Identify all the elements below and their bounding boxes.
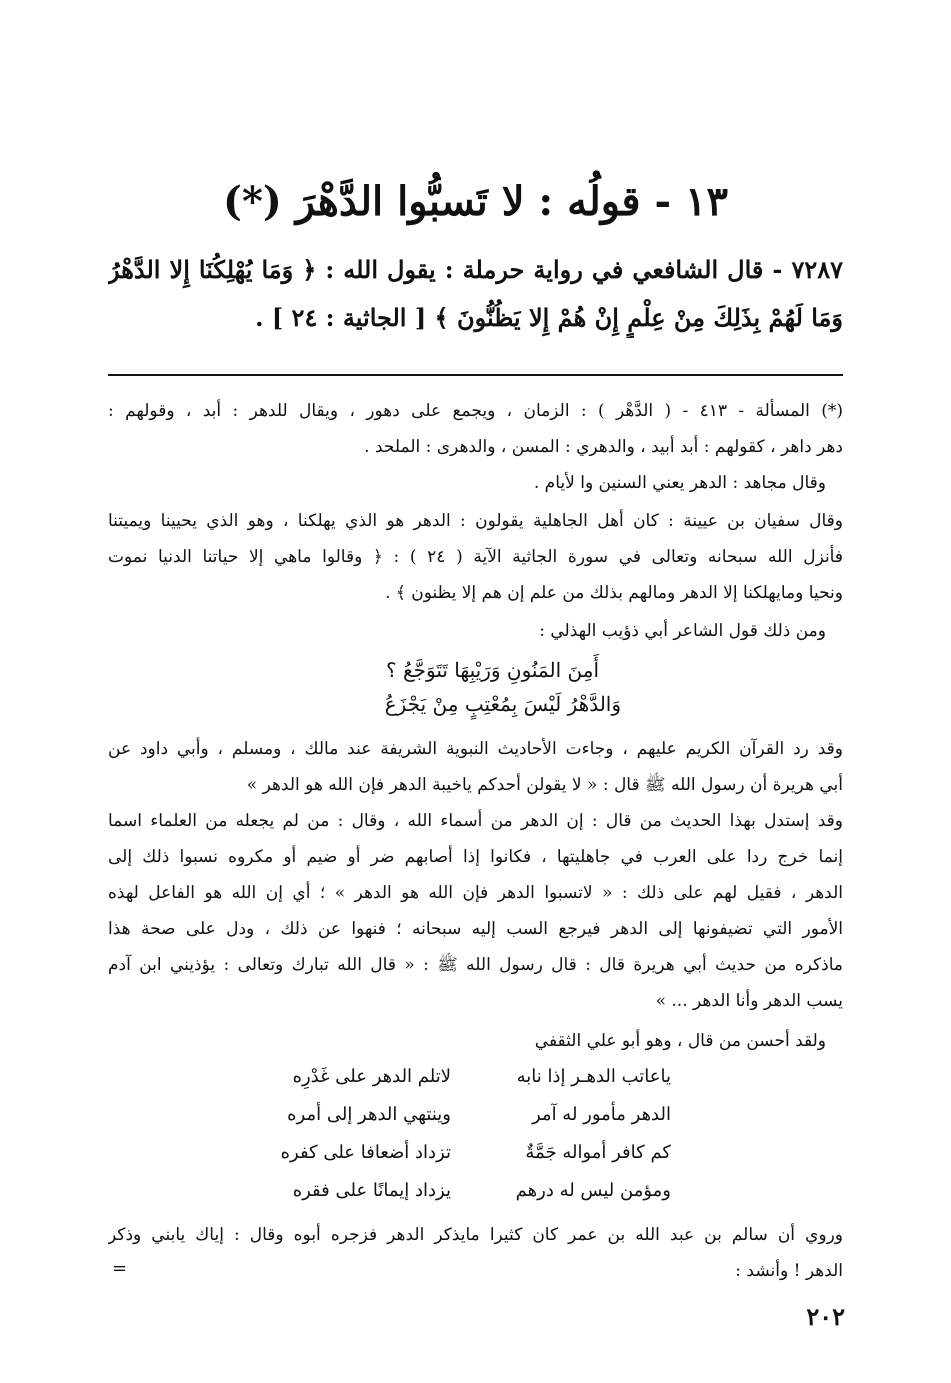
footnote-line: الدهر ! وأنشد :	[735, 1261, 843, 1281]
poem-second-hemistich: وينتهي الدهر إلى أمره	[287, 1104, 451, 1125]
poem-second-hemistich: تزداد أضعافا على كفره	[280, 1142, 451, 1163]
footnote-line: ومن ذلك قول الشاعر أبي ذؤيب الهذلي :	[539, 621, 826, 641]
poem-second-hemistich: لاتلم الدهر على غَدْرِه	[292, 1066, 451, 1087]
footnote-line: وقال سفيان بن عيينة : كان أهل الجاهلية يقولون : الدهر هو الذي يهلكنا ، وهو الذي يحيينا ويميتنا	[108, 511, 843, 531]
verse-line: أَمِنَ المَنُونِ وَرَيْبِهَا تَتَوَجَّعُ ؟	[386, 658, 599, 682]
footnote-line: فأنزل الله سبحانه وتعالى في سورة الجاثية الآية ( ٢٤ ) : ﴿ وقالوا ماهي إلا حياتنا الدنيا نموت	[108, 547, 843, 567]
footnote-line: إنما خرج ردا على العرب في جاهليتها ، فكانوا إذا أصابهم ضر أو ضيم أو مكروه نسبوا ذلك إلى	[108, 847, 843, 867]
footnote-line: ولقد أحسن من قال ، وهو أبو علي الثقفي	[534, 1031, 826, 1051]
footnote-line: دهر داهر ، كقولهم : أبد أبيد ، والدهري : المسن ، والدهرى : الملحد .	[364, 437, 843, 457]
footnote-separator	[108, 374, 843, 376]
footnote-line: ماذكره من حديث أبي هريرة قال : قال رسول الله ﷺ : « قال الله تبارك وتعالى : يؤذيني ابن آدم	[108, 955, 843, 975]
footnote-line: وقد رد القرآن الكريم عليهم ، وجاءت الأحاديث النبوية الشريفة عند مالك ، ومسلم ، وأبي داود عن	[108, 739, 843, 759]
poem-first-hemistich: الدهر مأمور له آمر	[532, 1104, 671, 1125]
footnote-line: الدهر ، فقيل لهم على ذلك : « لاتسبوا الدهر فإن الله هو الدهر » ؛ أي إن الله هو الفاعل لهذه	[108, 883, 843, 903]
footnote-line: وروي أن سالم بن عبد الله بن عمر كان كثيرا مايذكر الدهر فزجره أبوه وقال : إياك يابني وذكر	[108, 1225, 843, 1245]
page-number: ٢٠٢	[806, 1302, 845, 1331]
poem-first-hemistich: ياعاتب الدهـر إذا نابه	[516, 1066, 671, 1087]
footnote-line: الأمور التي تضيفونها إلى الدهر فيرجع السب إليه سبحانه ؛ فنهوا عن ذلك ، ودل على صحة هذا	[108, 919, 843, 939]
footnote-line: يسب الدهر وأنا الدهر ... »	[655, 991, 843, 1011]
poem-first-hemistich: كم كافر أمواله جَمَّةٌ	[525, 1142, 671, 1163]
chapter-title: ١٣ - قولُه : لا تَسبُّوا الدَّهْرَ (*)	[223, 178, 728, 225]
poem-second-hemistich: يزداد إيمانًا على فقره	[292, 1180, 451, 1201]
footnote-line: أبي هريرة أن رسول الله ﷺ قال : « لا يقولن أحدكم ياخيبة الدهر فإن الله هو الدهر »	[246, 775, 843, 795]
footnote-line: (*) المسألة - ٤١٣ - ( الدَّهْر ) : الزمان ، ويجمع على دهور ، ويقال للدهر : أبد ، وقولهم :	[108, 401, 843, 421]
footnote-line: وقد إستدل بهذا الحديث من قال : إن الدهر من أسماء الله ، وقال : من لم يجعله من العلماء اسما	[108, 811, 843, 831]
footnote-line: ونحيا ومايهلكنا إلا الدهر ومالهم بذلك من علم إن هم إلا يظنون ﴾ .	[385, 583, 843, 603]
poem-first-hemistich: ومؤمن ليس له درهم	[515, 1180, 671, 1201]
verse-line: وَالدَّهْرُ لَيْسَ بِمُعْتِبٍ مِنْ يَجْزَعُ	[384, 692, 621, 716]
main-text-line: وَمَا لَهُمْ بِذَلِكَ مِنْ عِلْمٍ إِنْ هُمْ إِلا يَظُنُّونَ ﴾ [ الجاثية : ٢٤ ] .	[255, 303, 843, 332]
continuation-mark: =	[112, 1258, 128, 1279]
main-text-line: ٧٢٨٧ - قال الشافعي في رواية حرملة : يقول الله : ﴿ وَمَا يُهْلِكُنَا إِلا الدَّهْرُ	[108, 255, 843, 284]
footnote-line: وقال مجاهد : الدهر يعني السنين وا لأيام .	[533, 473, 826, 493]
